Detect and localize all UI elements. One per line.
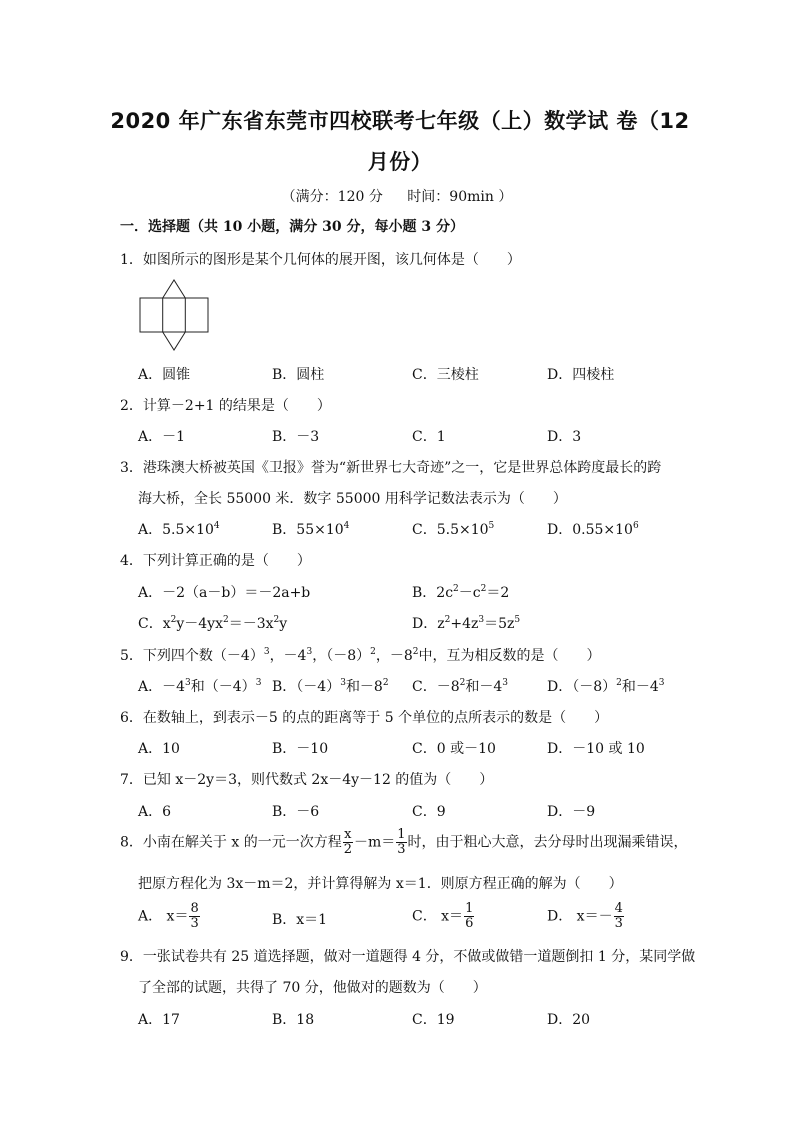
q1-option-d: D．四棱柱 [547,367,615,383]
fraction-1-over-3: $\frac{1}{3}$ [397,827,406,857]
score-info: （满分：120 分 [281,189,383,205]
q9-option-c: C．19 [412,1012,455,1028]
q3-option-d: D．$0.55\times 10^6$ [547,521,639,538]
q5-option-a: A．$-4^3$和$(-4)^3$ [138,678,262,695]
q1-option-a: A．圆锥 [138,367,191,383]
q7-option-c: C．9 [412,804,446,820]
q4-option-b: B．$2c^2-c^2=2$ [412,584,510,601]
q2-option-c: C．1 [412,429,446,445]
net-top-triangle [163,280,186,298]
question-3-stem-line2: 海大桥，全长 55000 米．数字 55000 用科学记数法表示为（ ） [138,491,567,507]
question-2-stem: 2．计算－2+1 的结果是（ ） [120,398,331,414]
q7-option-a: A．6 [138,804,172,820]
q8-option-c: C． x＝ $\frac{1}{6}$ [412,901,474,931]
q5-option-d: D．$(-8)^2$和$-4^3$ [547,678,665,695]
q2-option-b: B．－3 [272,429,320,445]
q3-option-a: A．$5.5\times 10^4$ [138,521,220,538]
q6-option-a: A．10 [138,741,180,757]
q3-option-b: B．$55\times 10^4$ [272,521,350,538]
section-heading: 一．选择题（共 10 小题，满分 30 分，每小题 3 分） [120,219,464,235]
q2-option-d: D．3 [547,429,582,445]
net-bottom-triangle [163,332,186,350]
q2-option-a: A．－1 [138,429,186,445]
q4-option-c: C．$x^2y-4yx^2=-3x^2y$ [138,615,288,632]
q6-option-d: D．－10 或 10 [547,741,645,757]
exam-title-line1: 2020 年广东省东莞市四校联考七年级（上）数学试 卷（12 [110,109,690,133]
q4-option-a: A．－2（a－b）＝－2a+b [138,585,311,601]
question-8-stem-line1: 8．小南在解关于 x 的一元一次方程 $\frac{x}{2}$ －m＝ $\frac{1}{3}$ 时，由于粗心大意，去分母时出现漏乘错误， [120,827,688,857]
q7-option-b: B．－6 [272,804,320,820]
exam-title-line2: 月份） [367,150,433,174]
q9-option-a: A．17 [138,1012,180,1028]
question-5-stem: 5．下列四个数$(-4)^3$，$-4^3$，$(-8)^2$，$-8^2$中，互为相反数的是（ ） [120,647,601,664]
q8-option-d: D． x＝－ $\frac{4}{3}$ [547,901,623,931]
exam-info [0,186,794,206]
net-rectangles [140,298,208,332]
q1-option-b: B．圆柱 [272,367,325,383]
q5-option-b: B．$(-4)^3$和$-8^2$ [272,678,389,695]
q9-option-d: D．20 [547,1012,591,1028]
net-figure [138,278,213,354]
question-1-stem: 1．如图所示的图形是某个几何体的展开图，该几何体是（ ） [120,252,521,268]
question-9-stem-line1: 9．一张试卷共有 25 道选择题，做对一道题得 4 分，不做或做错一道题倒扣 1 分，某同学做 [120,949,696,965]
question-8-stem-line2: 把原方程化为 3x－m＝2，并计算得解为 x＝1．则原方程正确的解为（ ） [138,876,623,892]
question-4-stem: 4．下列计算正确的是（ ） [120,553,311,569]
q9-option-b: B．18 [272,1012,315,1028]
fraction-x-over-2: $\frac{x}{2}$ [343,827,352,857]
q8-option-b: B．x＝1 [272,912,328,928]
time-info: 时间：90min ） [407,189,513,205]
q4-option-d: D．$z^2+4z^3=5z^5$ [412,615,521,632]
question-9-stem-line2: 了全部的试题，共得了 70 分，他做对的题数为（ ） [138,980,487,996]
q6-option-c: C．0 或－10 [412,741,496,757]
question-7-stem: 7．已知 x－2y＝3，则代数式 2x－4y－12 的值为（ ） [120,772,494,788]
q7-option-d: D．－9 [547,804,596,820]
q8-option-a: A． x＝ $\frac{8}{3}$ [138,901,199,931]
question-6-stem: 6．在数轴上，到表示－5 的点的距离等于 5 个单位的点所表示的数是（ ） [120,710,609,726]
q6-option-b: B．－10 [272,741,329,757]
q3-option-c: C．$5.5\times 10^5$ [412,521,495,538]
q5-option-c: C．$-8^2$和$-4^3$ [412,678,509,695]
q1-option-c: C．三棱柱 [412,367,479,383]
question-3-stem-line1: 3．港珠澳大桥被英国《卫报》誉为“新世界七大奇迹”之一，它是世界总体跨度最长的跨 [120,460,662,476]
